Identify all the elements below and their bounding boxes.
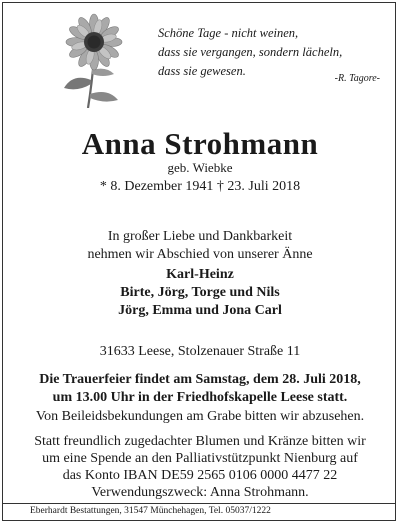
donation-line: um eine Spende an den Palliativstützpunkt Nienburg auf [42,451,358,466]
sunflower-image [48,8,140,108]
farewell-line: nehmen wir Abschied von unserer Änne [87,247,313,262]
funeral-home-info: Eberhardt Bestattungen, 31547 Münchehagen, Tel. 05037/1222 [30,506,271,516]
donation-note [0,433,400,501]
service-info [0,371,400,407]
family-line: Birte, Jörg, Torge und Nils [120,285,280,300]
donation-line: Verwendungszweck: Anna Strohmann. [91,485,309,500]
family-names [0,266,400,320]
service-line: um 13.00 Uhr in der Friedhofskapelle Leese statt. [52,390,348,405]
family-line: Karl-Heinz [166,267,234,282]
donation-line: das Konto IBAN DE59 2565 0106 0000 4477 22 [62,468,338,483]
life-dates: * 8. Dezember 1941 † 23. Juli 2018 [99,179,301,194]
deceased-name: Anna Strohmann [81,126,319,161]
quote-line: dass sie gewesen. [158,64,246,78]
service-line: Die Trauerfeier findet am Samstag, dem 28. Juli 2018, [39,372,361,387]
maiden-name: geb. Wiebke [167,160,233,175]
quote-line: dass sie vergangen, sondern lächeln, [158,45,343,59]
farewell-line: In großer Liebe und Dankbarkeit [107,229,293,244]
donation-line: Statt freundlich zugedachter Blumen und Kränze bitten wir [34,434,366,449]
farewell-text [0,228,400,264]
quote-author: -R. Tagore- [334,73,380,84]
address: 31633 Leese, Stolzenauer Straße 11 [99,344,301,359]
condolence-note: Von Beileidsbekundungen am Grabe bitten wir abzusehen. [35,409,365,424]
family-line: Jörg, Emma und Jona Carl [118,303,282,318]
footer-bar [2,503,396,522]
quote-line: Schöne Tage - nicht weinen, [158,26,299,40]
